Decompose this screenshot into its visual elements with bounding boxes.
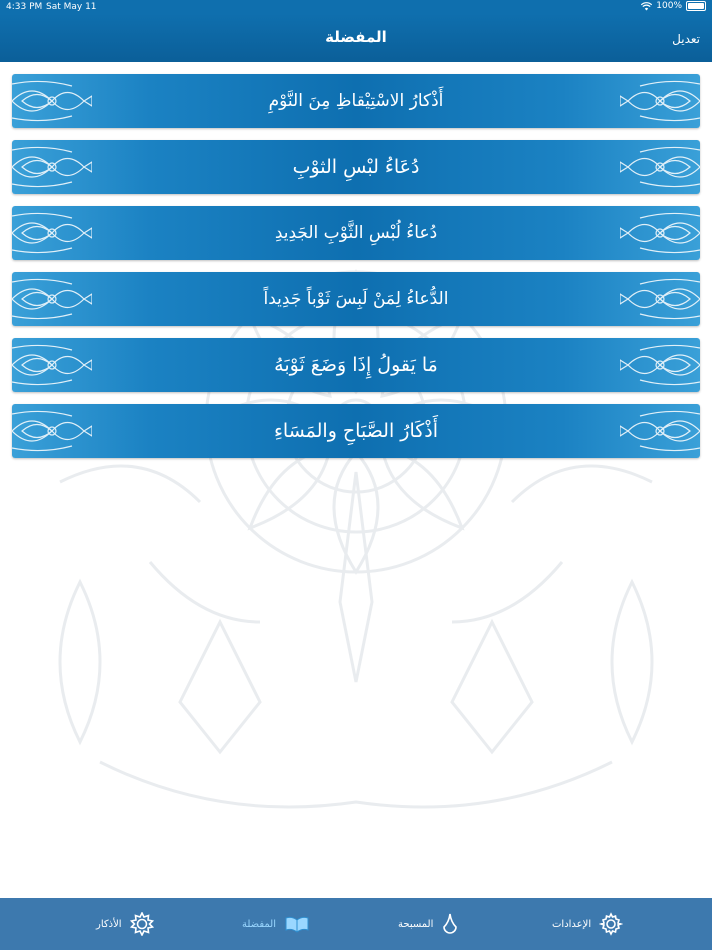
- favorite-item[interactable]: [12, 272, 700, 326]
- favorites-list: [0, 62, 712, 898]
- tab-favorites-label: المفضلة: [242, 918, 277, 930]
- page-title: المفضلة: [325, 28, 387, 46]
- favorite-item-label: مَا يَقولُ إِذَا وَضَعَ ثَوْبَهُ: [274, 354, 438, 376]
- ornament-icon: [12, 274, 92, 324]
- ornament-icon: [12, 406, 92, 456]
- gear-icon: [599, 912, 623, 936]
- favorite-item-label: أَذْكَارُ الصَّبَاحِ والمَسَاءِ: [273, 420, 439, 442]
- tab-tasbih[interactable]: [398, 898, 459, 950]
- ornament-icon: [620, 76, 700, 126]
- wifi-icon: [641, 2, 652, 11]
- tab-settings-label: الإعدادات: [552, 918, 592, 930]
- ornament-icon: [620, 274, 700, 324]
- status-date: Sat May 11: [46, 2, 97, 12]
- status-right: [641, 1, 706, 11]
- tab-favorites[interactable]: [242, 898, 310, 950]
- favorite-item[interactable]: [12, 206, 700, 260]
- tab-tasbih-label: المسبحة: [398, 918, 434, 930]
- ornament-icon: [620, 142, 700, 192]
- tab-adhkar[interactable]: [96, 898, 154, 950]
- tab-settings[interactable]: [552, 898, 623, 950]
- favorite-item[interactable]: [12, 140, 700, 194]
- ornament-icon: [12, 208, 92, 258]
- drop-icon: [441, 912, 459, 936]
- ornament-icon: [12, 76, 92, 126]
- rosette-icon: [130, 912, 154, 936]
- favorite-item[interactable]: [12, 338, 700, 392]
- favorite-item[interactable]: [12, 404, 700, 458]
- favorite-item-label: دُعَاءُ لبْسِ الثوْبِ: [292, 156, 420, 178]
- tab-adhkar-label: الأذكار: [96, 918, 122, 930]
- ornament-icon: [12, 340, 92, 390]
- ornament-icon: [620, 406, 700, 456]
- status-bar: [0, 0, 712, 14]
- edit-button[interactable]: تعديل: [672, 32, 700, 46]
- navigation-bar: [0, 14, 712, 62]
- ornament-icon: [620, 340, 700, 390]
- book-icon: [284, 914, 310, 934]
- tab-bar: [0, 898, 712, 950]
- battery-percent: 100%: [656, 1, 682, 11]
- favorite-item[interactable]: [12, 74, 700, 128]
- favorite-item-label: أَذْكارُ الاسْتِيْقاظِ مِنَ النَّوْمِ: [268, 91, 444, 111]
- battery-icon: [686, 1, 706, 11]
- ornament-icon: [12, 142, 92, 192]
- favorite-item-label: دُعاءُ لُبْسِ الثَّوْبِ الجَدِيدِ: [274, 223, 438, 243]
- favorite-item-label: الدُّعاءُ لِمَنْ لَبِسَ ثَوْباً جَدِيداً: [263, 289, 449, 309]
- ornament-icon: [620, 208, 700, 258]
- status-time: 4:33 PM: [6, 2, 43, 12]
